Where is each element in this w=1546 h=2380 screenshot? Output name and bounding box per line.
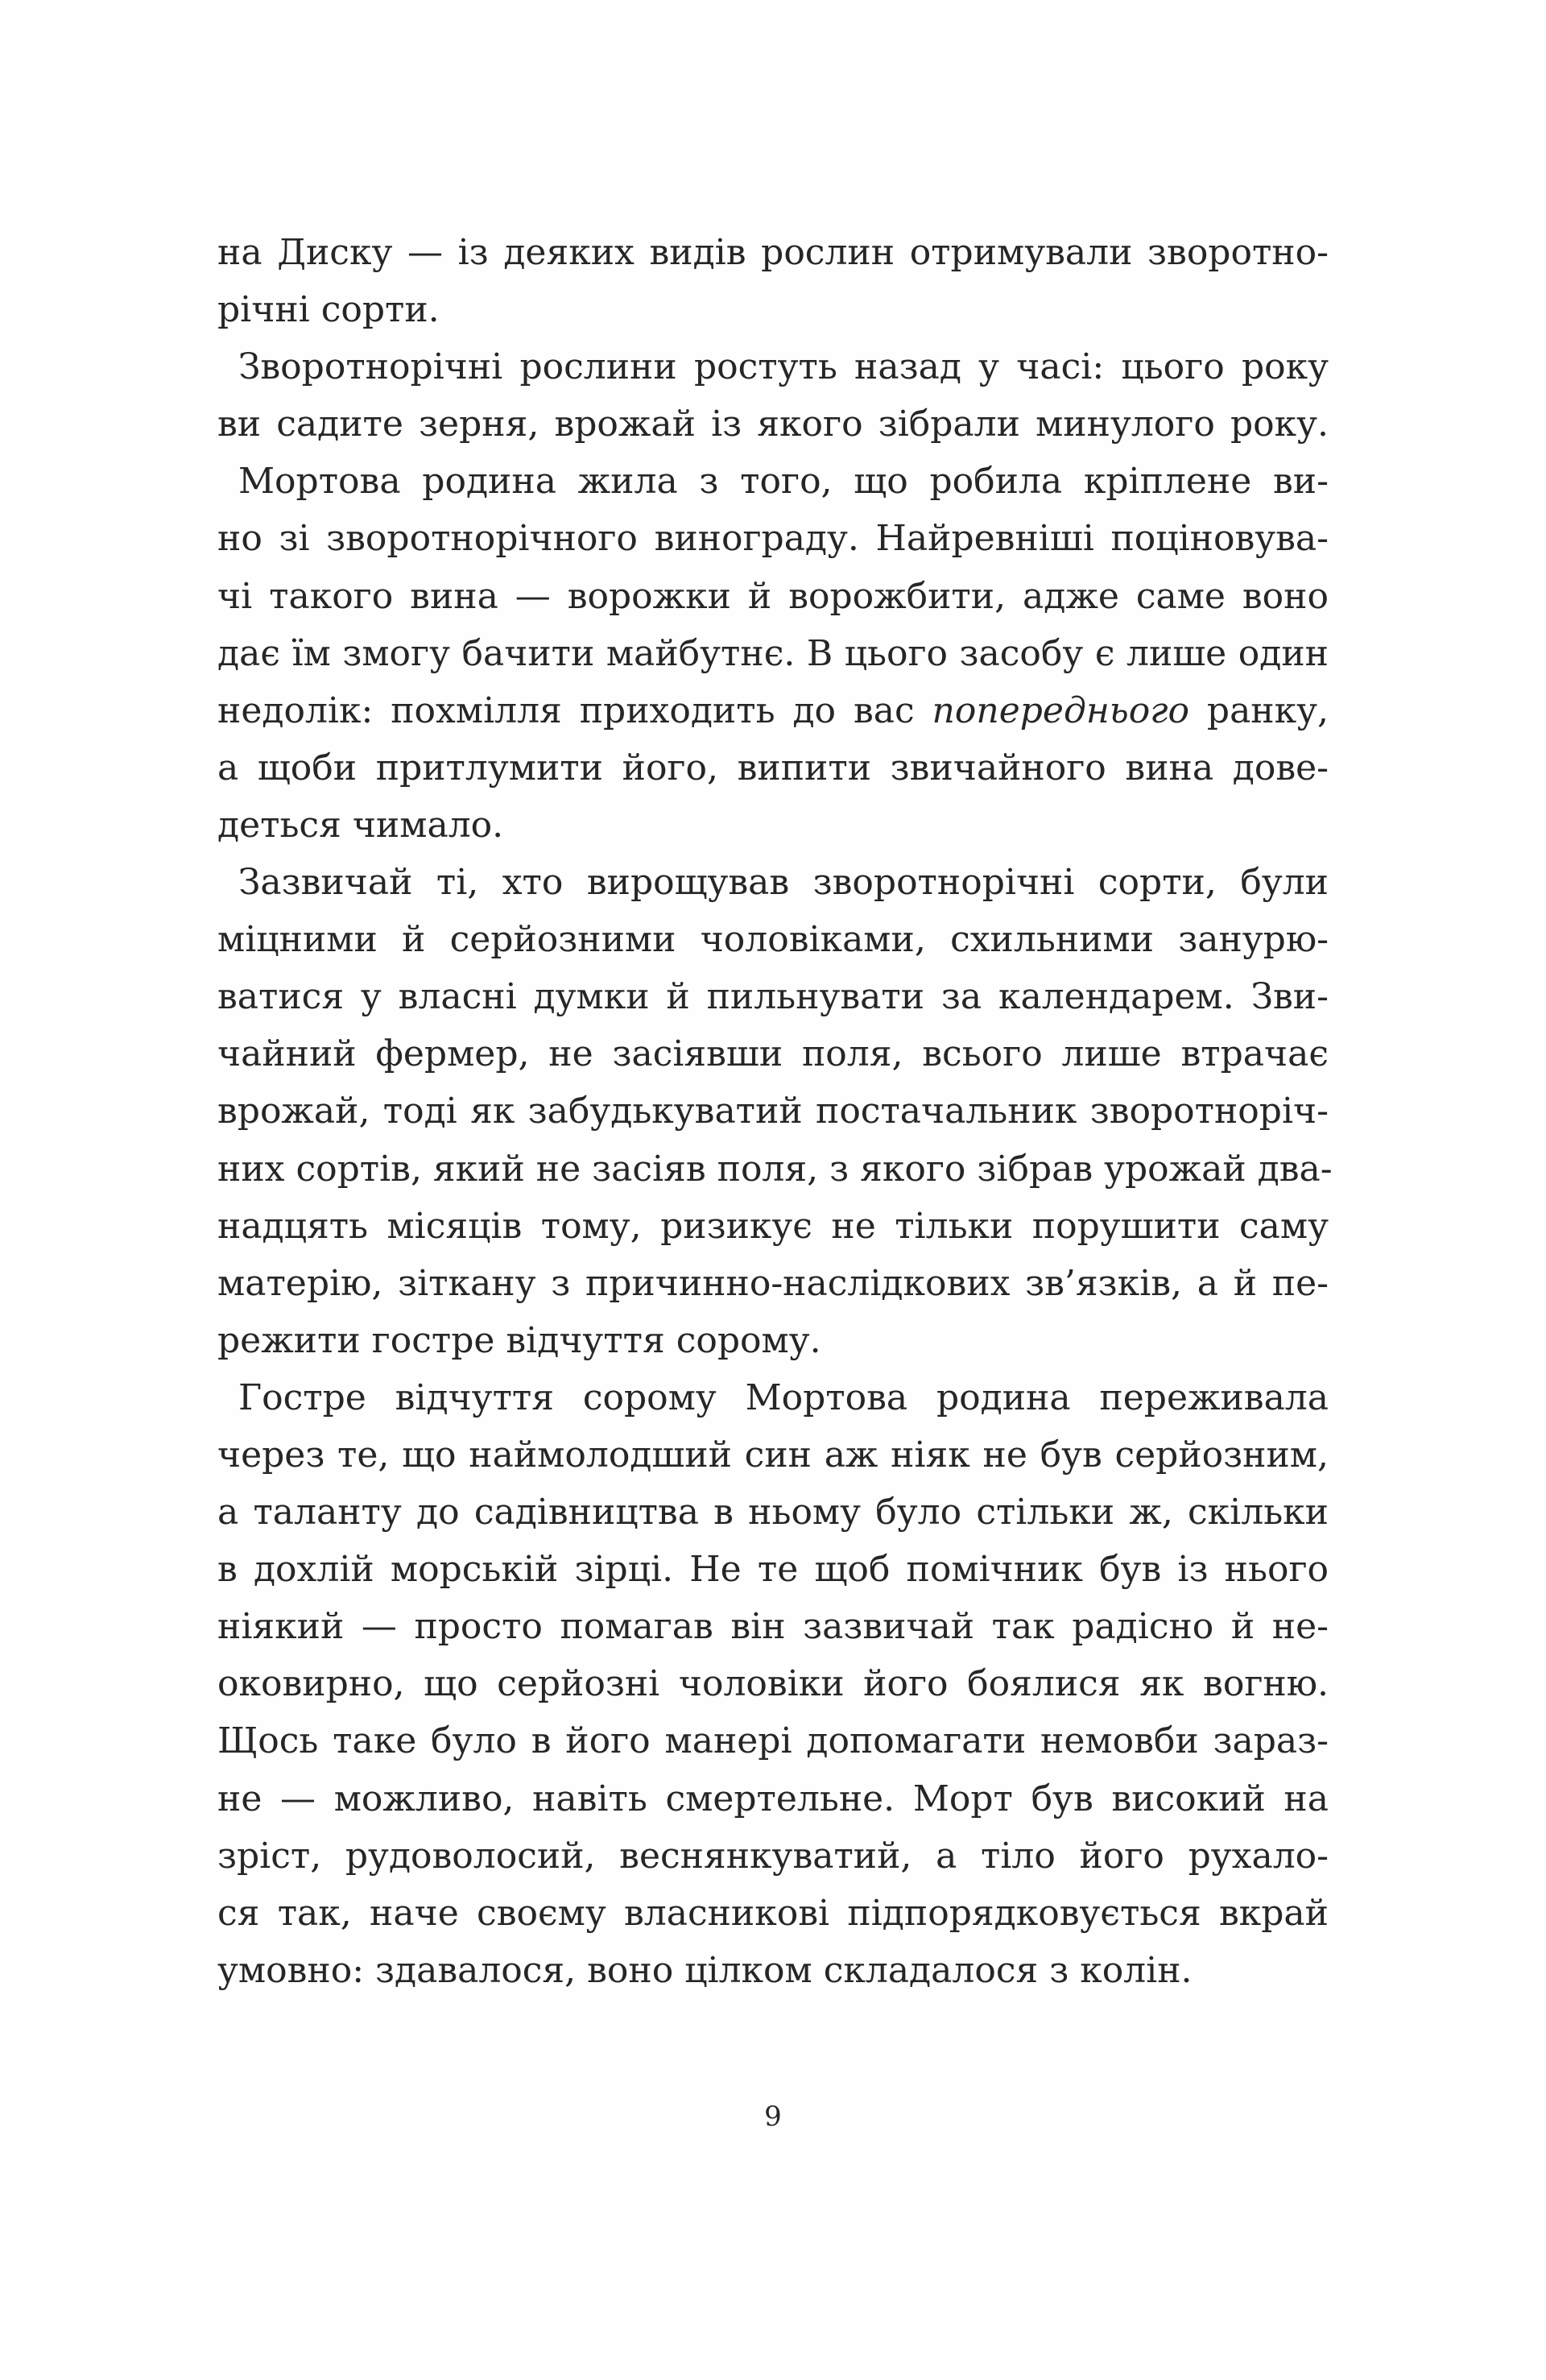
text-line: а таланту до садівництва в ньому було стільки ж, скільки <box>217 1492 1329 1534</box>
text-line: ватися у власні думки й пильнувати за календарем. Зви- <box>217 976 1329 1018</box>
text-line: на Диску — із деяких видів рослин отримували зворотно- <box>217 232 1329 273</box>
text-line: Зазвичай ті, хто вирощував зворотнорічні сорти, були <box>238 862 1329 904</box>
text-line: надцять місяців тому, ризикує не тільки порушити саму <box>217 1205 1329 1247</box>
text-line: Гостре відчуття сорому Мортова родина переживала <box>238 1376 1329 1418</box>
text-line: матерію, зіткану з причинно-наслідкових зв’язків, а й пе- <box>217 1262 1329 1304</box>
text-line: врожай, тоді як забудькуватий постачальник зворотноріч- <box>217 1091 1329 1132</box>
text-line: зріст, рудоволосий, веснянкуватий, а тіло його рухало- <box>217 1835 1329 1877</box>
page-number: 9 <box>764 2101 782 2133</box>
text-line: Щось таке було в його манері допомагати немовби зараз- <box>217 1720 1329 1762</box>
text-line: в дохлій морській зірці. Не те щоб помічник був із нього <box>217 1549 1329 1591</box>
text-line: не — можливо, навіть смертельне. Морт був високий на <box>217 1778 1329 1819</box>
text-line: ви садите зерня, врожай із якого зібрали минулого року. <box>217 404 1329 445</box>
text-line: но зі зворотнорічного винограду. Найревніші поціновува- <box>217 518 1329 560</box>
text-line: а щоби притлумити його, випити звичайного вина дове- <box>217 747 1329 789</box>
text-run: ранку, <box>1188 689 1329 731</box>
text-line: міцними й серйозними чоловіками, схильними занурю- <box>217 919 1329 961</box>
text-line: через те, що наймолодший син аж ніяк не був серйозним, <box>217 1434 1329 1476</box>
text-line: ніякий — просто помагав він зазвичай так радісно й не- <box>217 1606 1329 1648</box>
text-run: недолік: похмілля приходить до вас <box>217 689 932 731</box>
text-line: них сортів, який не засіяв поля, з якого зібрав урожай два- <box>217 1148 1333 1190</box>
text-line: Мортова родина жила з того, що робила кріплене ви- <box>238 461 1329 503</box>
text-line: дає їм змогу бачити майбутнє. В цього засобу є лише один <box>217 632 1329 674</box>
text-line: річні сорти. <box>217 289 440 331</box>
text-line: оковирно, що серйозні чоловіки його боялися як вогню. <box>217 1663 1329 1705</box>
emphasized-word: попереднього <box>932 689 1189 731</box>
body-text <box>217 224 1333 1999</box>
text-line-with-emphasis <box>217 682 1329 739</box>
text-line: ся так, наче своєму власникові підпорядковується вкрай <box>217 1892 1329 1934</box>
text-line: чайний фермер, не засіявши поля, всього лише втрачає <box>217 1033 1329 1075</box>
text-line: Зворотнорічні рослини ростуть назад у часі: цього року <box>238 346 1329 388</box>
text-line: режити гостре відчуття сорому. <box>217 1319 821 1361</box>
text-line: умовно: здавалося, воно цілком складалося з колін. <box>217 1949 1193 1991</box>
text-line: чі такого вина — ворожки й ворожбити, адже саме воно <box>217 575 1329 617</box>
text-line: деться чимало. <box>217 804 504 846</box>
